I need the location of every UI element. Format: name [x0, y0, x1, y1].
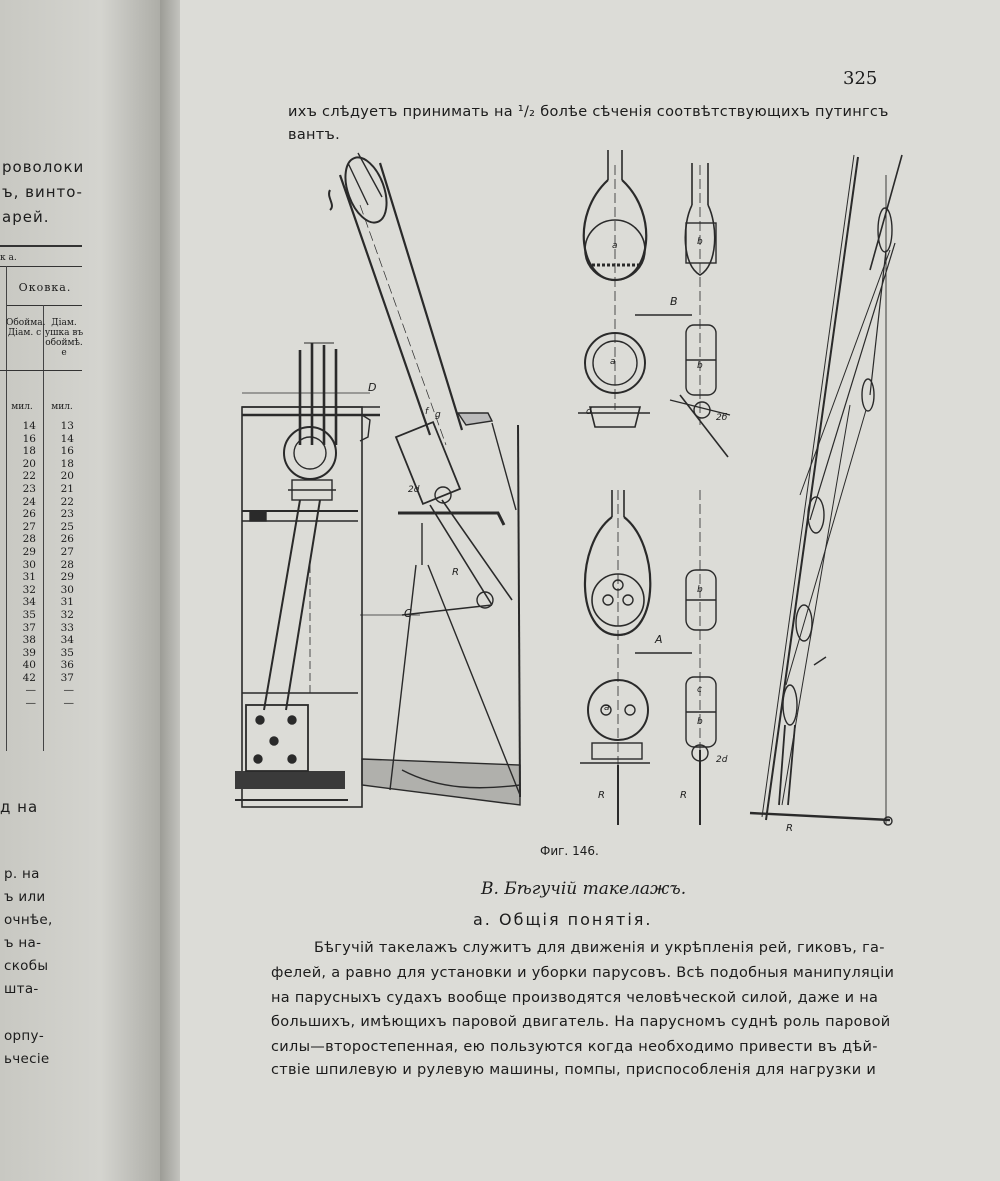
left-fragment: орпу-	[4, 1028, 45, 1044]
left-fragment: скобы	[4, 958, 49, 974]
figure-146	[230, 145, 910, 840]
table-cell: —	[25, 684, 36, 697]
fig-label-d: d	[586, 407, 592, 417]
table-cell: 34	[22, 596, 36, 609]
body-line: на парусныхъ судахъ вообще производятся человѣческой силой, даже и на	[271, 990, 879, 1006]
body-line: Бѣгучій такелажъ служитъ для движенія и укрѣпленія рей, гиковъ, га-	[314, 940, 885, 956]
table-rule	[0, 266, 82, 267]
left-fragment: р. на	[4, 866, 40, 882]
left-fragment: ъ, винто-	[2, 183, 83, 201]
table-cell: 23	[22, 482, 36, 495]
page-number: 325	[843, 68, 878, 89]
shackle-a-assembly	[580, 490, 716, 825]
table-cell: 16	[60, 445, 74, 458]
table-cell: 16	[22, 432, 36, 445]
fig-label-D: D	[368, 381, 377, 394]
table-cell: 36	[60, 659, 74, 672]
table-col2-header: Діам. ушка въ обоймѣ. e	[44, 318, 84, 358]
table-cell: 14	[60, 432, 74, 445]
table-cell: 42	[22, 671, 36, 684]
fig-label-R: R	[680, 790, 687, 801]
left-fragment: ъ или	[4, 889, 46, 905]
table-cell: 39	[22, 646, 36, 659]
table-cell: 25	[60, 520, 74, 533]
fig-label-a: a	[612, 241, 618, 251]
fig-label-R: R	[598, 790, 605, 801]
table-column-c	[8, 420, 36, 710]
table-cell: —	[63, 684, 74, 697]
table-rule	[6, 305, 82, 306]
left-fragment: роволоки	[2, 158, 85, 176]
fig-label-b: b	[697, 237, 703, 247]
table-cell: 20	[22, 457, 36, 470]
fig-label-a: a	[610, 357, 616, 367]
rigging-diagram	[230, 145, 910, 840]
table-cell: 18	[60, 457, 74, 470]
table-cell: 33	[60, 621, 74, 634]
left-fragment: д на	[0, 798, 39, 816]
table-cell: 29	[22, 545, 36, 558]
table-rule	[0, 370, 82, 371]
fig-label-c: c	[697, 685, 702, 695]
table-cell: 29	[60, 571, 74, 584]
table-column-e	[46, 420, 74, 710]
table-cell: 32	[22, 583, 36, 596]
left-page	[0, 0, 168, 1181]
table-cell: 14	[22, 420, 36, 432]
figure-caption: Фиг. 146.	[540, 844, 599, 858]
table-unit: мил.	[51, 402, 73, 412]
table-cell: 40	[22, 659, 36, 672]
fig-label-g: g	[435, 410, 441, 420]
section-heading: B. Бѣгучій такелажъ.	[481, 879, 687, 899]
fig-label-R: R	[786, 823, 793, 834]
table-column-divider	[6, 266, 7, 751]
table-cell: 32	[60, 608, 74, 621]
fig-label-R: R	[452, 567, 459, 578]
shackle-b-assembly	[578, 150, 730, 457]
table-cell: 13	[60, 420, 74, 432]
table-column-divider	[43, 305, 44, 751]
fig-label-b: b	[697, 585, 703, 595]
table-cell: 31	[22, 571, 36, 584]
fig-label-b: b	[697, 717, 703, 727]
text-line: ихъ слѣдуетъ принимать на ¹/₂ болѣе сѣченія соотвѣтствующихъ путингсъ	[288, 104, 889, 120]
table-col1-header: Обойма. Діам. c	[6, 318, 46, 338]
table-rule	[0, 245, 82, 247]
table-cell: 18	[22, 445, 36, 458]
table-cell: 26	[22, 508, 36, 521]
table-cell: 30	[60, 583, 74, 596]
table-cell: 34	[60, 634, 74, 647]
body-line: большихъ, имѣющихъ паровой двигатель. На парусномъ суднѣ роль паровой	[271, 1014, 891, 1030]
fig-label-A: A	[655, 633, 663, 646]
body-line: фелей, а равно для установки и уборки парусовъ. Всѣ подобныя манипуляціи	[271, 965, 895, 981]
fig-label-2b: 2б	[716, 413, 728, 423]
table-cell: —	[63, 697, 74, 710]
table-cell: 35	[60, 646, 74, 659]
left-fragment: ъ на-	[4, 935, 42, 951]
table-cell: 26	[60, 533, 74, 546]
table-cell: —	[25, 697, 36, 710]
table-title: к а.	[0, 253, 17, 263]
table-cell: 21	[60, 482, 74, 495]
table-cell: 35	[22, 608, 36, 621]
table-cell: 20	[60, 470, 74, 483]
fig-label-B: B	[670, 295, 678, 308]
table-unit: мил.	[11, 402, 33, 412]
table-group-header: Оковка.	[18, 281, 72, 294]
table-cell: 22	[22, 470, 36, 483]
left-fragment: арей.	[2, 208, 50, 226]
table-cell: 27	[60, 545, 74, 558]
stay-with-deadeye	[242, 152, 520, 805]
fig-label-2d: 2d	[716, 755, 728, 765]
subsection-heading: a. Общія понятія.	[473, 910, 653, 929]
table-cell: 38	[22, 634, 36, 647]
left-fragment: очнѣе,	[4, 912, 53, 928]
fig-label-2d: 2d	[408, 485, 420, 495]
table-cell: 31	[60, 596, 74, 609]
left-fragment: ьчеcie	[4, 1051, 50, 1067]
table-cell: 37	[60, 671, 74, 684]
table-cell: 30	[22, 558, 36, 571]
fig-label-a: a	[604, 703, 610, 713]
fig-label-f: f	[425, 407, 429, 417]
table-cell: 28	[22, 533, 36, 546]
table-cell: 23	[60, 508, 74, 521]
table-cell: 22	[60, 495, 74, 508]
table-cell: 27	[22, 520, 36, 533]
fig-label-C: C	[404, 607, 412, 620]
left-fragment: шта-	[4, 981, 39, 997]
table-cell: 24	[22, 495, 36, 508]
table-cell: 28	[60, 558, 74, 571]
body-line: ствіе шпилевую и рулевую машины, помпы, приспособленія для нагрузки и	[271, 1062, 877, 1078]
mast-rigging	[750, 155, 902, 825]
fig-label-b: b	[697, 361, 703, 371]
body-line: силы—второстепенная, ею пользуются когда необходимо привести въ дѣй-	[271, 1039, 878, 1055]
text-line: вантъ.	[288, 127, 341, 143]
table-cell: 37	[22, 621, 36, 634]
